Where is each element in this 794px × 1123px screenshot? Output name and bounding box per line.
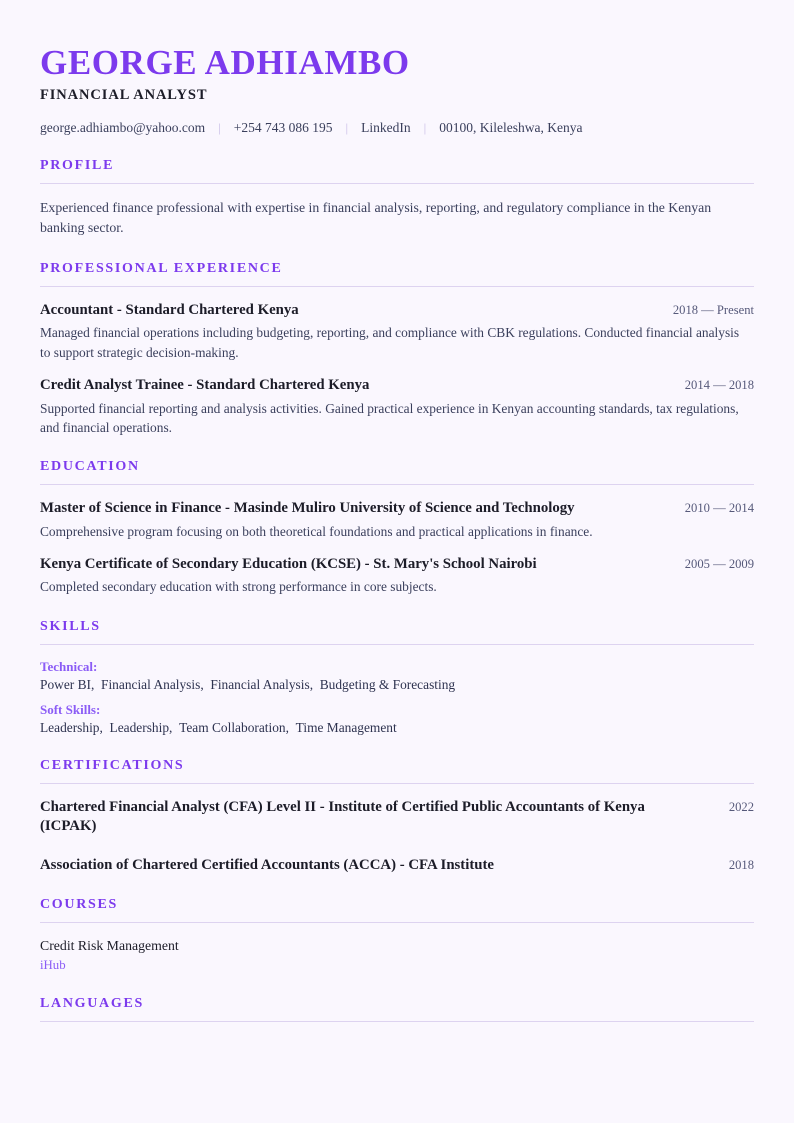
- section-languages: [40, 996, 754, 1022]
- section-heading-languages: LANGUAGES: [40, 996, 754, 1022]
- skill-item: , Financial Analysis: [200, 677, 309, 692]
- certification-date: 2018: [728, 857, 754, 872]
- section-heading-courses: COURSES: [40, 897, 754, 923]
- candidate-job-title: FINANCIAL ANALYST: [40, 86, 208, 103]
- candidate-name: GEORGE ADHIAMBO: [40, 43, 410, 82]
- experience-title: Accountant - Standard Chartered Kenya: [40, 302, 299, 319]
- section-profile: [40, 158, 754, 239]
- experience-title: Credit Analyst Trainee - Standard Chartered Kenya: [40, 377, 370, 394]
- education-entry-head: [40, 499, 754, 518]
- certifications-body: [40, 784, 754, 876]
- section-heading-profile: PROFILE: [40, 158, 754, 184]
- certification-entry: [40, 856, 754, 876]
- skill-group-soft-skills: [40, 702, 754, 736]
- section-heading-experience: PROFESSIONAL EXPERIENCE: [40, 261, 754, 287]
- skill-group-items: [40, 720, 754, 736]
- section-heading-certifications: CERTIFICATIONS: [40, 758, 754, 784]
- education-body: [40, 485, 754, 596]
- skill-group-label: Soft Skills:: [40, 701, 101, 717]
- education-title: Kenya Certificate of Secondary Education (KCSE) - St. Mary's School Nairobi: [40, 556, 537, 573]
- profile-body: [40, 184, 754, 239]
- education-date: 2005 — 2009: [684, 557, 754, 572]
- contact-linkedin[interactable]: LinkedIn: [361, 119, 411, 135]
- course-entry: [40, 937, 754, 974]
- course-provider: iHub: [40, 957, 66, 972]
- resume-header: [40, 44, 754, 136]
- contact-separator: |: [218, 119, 221, 135]
- experience-description: Managed financial operations including budgeting, reporting, and compliance with CBK regulations. Conducted financial analysis to support strategic decision-making.: [40, 325, 740, 360]
- courses-body: [40, 923, 754, 974]
- contact-email[interactable]: george.adhiambo@yahoo.com: [40, 119, 206, 135]
- certification-title: Association of Chartered Certified Accountants (ACCA) - CFA Institute: [40, 856, 494, 873]
- experience-entry-head: [40, 376, 754, 395]
- contact-separator: |: [345, 119, 349, 135]
- certification-title: Chartered Financial Analyst (CFA) Level II - Institute of Certified Public Accountants of Kenya (ICPAK): [40, 798, 645, 835]
- skill-item: , Leadership: [100, 720, 170, 735]
- section-heading-education: EDUCATION: [40, 459, 754, 485]
- profile-summary-text: Experienced finance professional with expertise in financial analysis, reporting, and regulatory compliance in the Kenyan banking sector.: [40, 199, 712, 236]
- education-entry-head: [40, 555, 754, 574]
- section-certifications: [40, 758, 754, 876]
- skill-item: , Financial Analysis: [91, 677, 200, 692]
- contact-phone[interactable]: +254 743 086 195: [233, 119, 333, 135]
- certification-entry: [40, 798, 754, 837]
- experience-entry-head: [40, 301, 754, 320]
- skill-group-items: [40, 677, 754, 693]
- experience-description: Supported financial reporting and analysis activities. Gained practical experience in Kenyan accounting standards, tax regulations, and financial operations.: [40, 400, 739, 435]
- skill-item: , Team Collaboration: [169, 720, 286, 735]
- experience-date: 2014 — 2018: [684, 378, 754, 393]
- section-experience: [40, 261, 754, 437]
- skill-group-technical: [40, 659, 754, 693]
- contact-separator: |: [423, 119, 427, 135]
- section-skills: [40, 619, 754, 736]
- education-date: 2010 — 2014: [684, 501, 754, 516]
- experience-entry: [40, 376, 754, 437]
- skill-group-label: Technical:: [40, 658, 98, 674]
- section-education: [40, 459, 754, 596]
- education-description: Completed secondary education with strong performance in core subjects.: [40, 579, 437, 595]
- section-heading-skills: SKILLS: [40, 619, 754, 645]
- education-entry: [40, 555, 754, 597]
- education-description: Comprehensive program focusing on both theoretical foundations and practical applications in finance.: [40, 523, 593, 539]
- contact-line: [40, 120, 754, 136]
- skill-item: , Time Management: [286, 720, 397, 735]
- section-courses: [40, 897, 754, 974]
- education-title: Master of Science in Finance - Masinde Muliro University of Science and Technology: [40, 500, 575, 517]
- education-entry: [40, 499, 754, 541]
- skill-item: , Budgeting & Forecasting: [310, 677, 455, 692]
- skill-item: Power BI: [40, 676, 91, 692]
- certification-date: 2022: [728, 799, 754, 814]
- skill-item: Leadership: [40, 719, 100, 735]
- contact-location: 00100, Kileleshwa, Kenya: [439, 119, 583, 135]
- course-name: Credit Risk Management: [40, 938, 179, 954]
- experience-entry: [40, 301, 754, 362]
- experience-body: [40, 287, 754, 437]
- experience-date: 2018 — Present: [672, 303, 754, 318]
- skills-body: [40, 645, 754, 736]
